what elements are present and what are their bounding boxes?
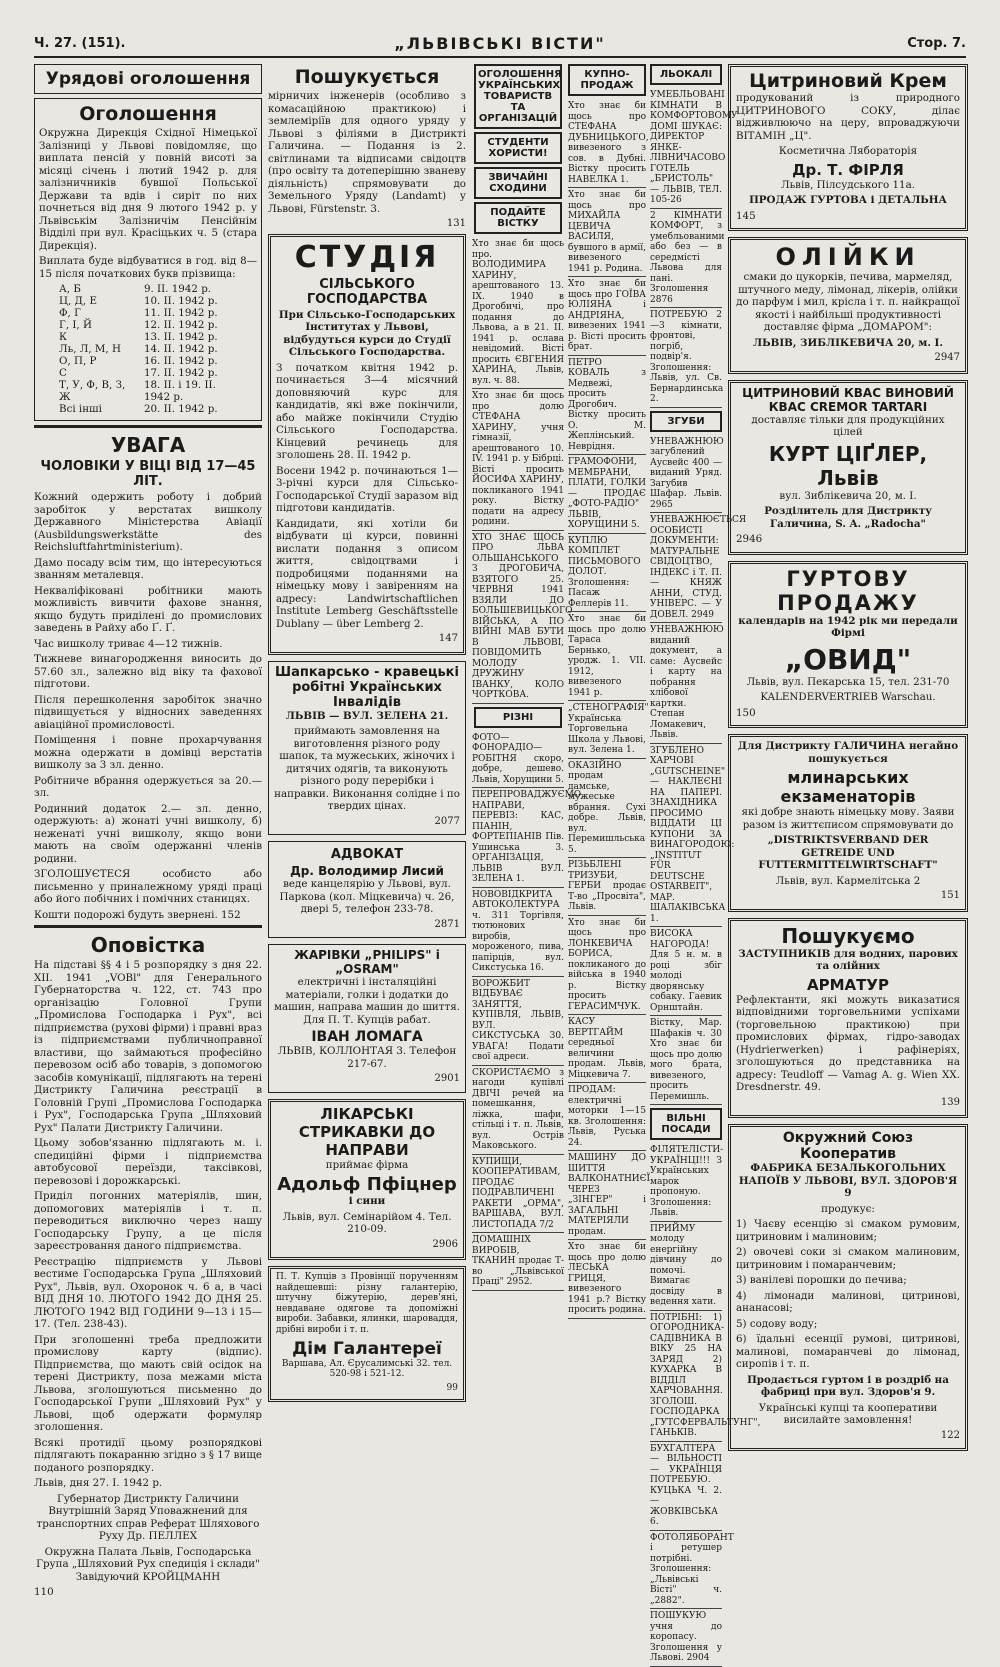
schedule-letters: С [59,367,67,379]
classified-item: УНЕВАЖНЮЄТЬСЯ ОСОБИСТІ ДОКУМЕНТИ: МАТУРАЛЬНЕ СВІДОЦТВО, ІНДЕКС і Т. П. — КНЯЖ АННИ, СТУД. УНІВЕРС. — У ДОВЕЛ. 2949 [650,513,722,623]
classified-item: ПОТРІБНІ: 1) ОГОРОДНИКА-САДІВНИКА В ВІКУ 25 НА ЗАРЯД 2) КУХАРКА В ВІДДІЛ ХАРЧОВАННЯ. ЗГОЛОШ. ГОСПОДАРКА „ГУТСФЕРВАЛЬТУНГ", ГАНЬКІВ. [650,1311,722,1442]
agents-title: Пошукуємо [781,923,915,948]
section-title: Урядові оголошення [45,69,251,89]
coop-factory: ФАБРИКА БЕЗАЛЬКОГОЛЬНИХ НАПОЇВ У ЛЬВОВІ, ВУЛ. ЗДОРОВ'Я 9 [738,1162,958,1199]
lawyer-title: АДВОКАТ [330,847,404,862]
classified-item: УМЕБЛЬОВАНІ КІМНАТИ В КОМФОРТОВОМУ ДОМІ ШУКАЄ: ДИРЕКТОР ЯНКЕ-ЛІВНИЧАСОВО ГОТЕЛЬ „БРИСТОЛЬ" — ЛЬВІВ, ТЕЛ. 105-26 [650,88,722,209]
schedule-row [59,403,257,415]
schedule-letters: Всі інші [59,403,102,415]
kvas-number: 2946 [736,533,763,545]
classified-list [650,88,738,408]
wanted-text: мірничих інженерів (особливо з комасаційною практикою) і землеміріїв для одного уряду у Львові з філіями в Дистрикті Галичина. — Подання із 2. світлинами та відписами свідоцтв (про освіту та дотеперішню званеву діяльність) спрямовувати до Земельного Уряду (Landamt) у Львові, Fürstenstr. 3. [268,90,466,215]
schedule-letters: Ль, Л, М, Н [59,343,121,355]
lawyer-number: 2871 [434,918,460,930]
bulbs-text: електричні і інсталяційні матеріали, голки і додатки до машин, направа машин до шиття. Для П. Т. Купців рабат. [274,976,460,1026]
schedule-date: 13. II. 1942 р. [143,331,218,343]
schedule-date: 10. II. 1942 р. [143,295,218,307]
agents-ad [728,918,968,1119]
uvaga-paragraph: Поміщення і повне прохарчування можна одержати в домівці верстатів вишколу за 3 зл. денно. [34,734,262,771]
oils-text: смаки до цукорків, печива, мармеляд, штучного меду, лімонад, лікерів, олійки до парфум і мил, крісла і т. п. найкращої якості і найбільші продуктивності доставляє фірма „ДОМАРОМ": [736,271,960,333]
classified-list [568,99,651,1319]
schedule-row [59,331,257,343]
bulbs-owner: ІВАН ЛОМАГА [311,1029,423,1045]
millers-head: Для Дистрикту ГАЛИЧИНА негайно пошукується [737,740,959,765]
classified-item: Хто знає би щось про долю СТЕФАНА ХАРИНУ, учня гімназії, арештованого 10. IV. 1941 р. у Бібрці. Вісті просить ЙОСИФА ХАРИНУ, покликаного 1941 року. Вістку подати на адресу родини. [472,389,564,531]
coop-title: Окружний Союз Кооператив [782,1130,914,1162]
wanted-title: Пошукується [294,66,440,88]
studio-ad [268,234,466,655]
bulbs-title: ЖАРІВКИ „PHILIPS" і „OSRAM" [294,948,440,976]
notice-title: Оголошення [79,103,217,125]
schedule-letters: А, Б [59,283,81,295]
millers-ad [728,734,968,912]
opovistka-date: Львів, дня 27. I. 1942 р. [34,1477,163,1489]
divider [34,425,262,428]
classified-item: ПРИЙМУ молоду енергійну дівчину до помочі. Вимагає досвіду в ведення хати. [650,1222,722,1311]
coop-produces: продукує: [821,1202,875,1215]
classified-item: 2 КІМНАТИ КОМФОРТ, з умебльованими або без — в середмісті Львова для пані. Зголошення 2876 [650,209,722,309]
uvaga-paragraph: Робітниче вбрання одержується за 20.— зл. [34,774,262,799]
millers-text: які добре знають німецьку мову. Заяви разом із життєписом спрямовувати до [741,806,955,831]
coop-sale: Продається гуртом і в роздріб на фабриці при вул. Здоров'я 9. [747,1373,949,1398]
millers-title: млинарських екзаменаторів [780,768,916,806]
opovistka-body [34,959,262,1474]
coop-bottom: Українські купці та кооперативи висилайте замовлення! [758,1401,938,1426]
galantery-number: 99 [446,1382,458,1393]
wanted-number: 131 [446,218,466,229]
bulbs-ad [268,944,466,1093]
column-5 [728,64,968,1441]
coop-product: 5) содову воду; [736,1317,818,1330]
tailor-address: ЛЬВІВ — ВУЛ. ЗЕЛЕНА 21. [285,709,449,722]
coop-ad [728,1124,968,1451]
classified-item: ПОТРЕБУЮ 2—3 кімнати, фронтові, погріб, подвір'я. Зголошення: Львів, ул. Св. Бернардинська 2. [650,308,722,408]
category-meetings: ЗВИЧАЙНІ СХОДИНИ [474,167,562,199]
schedule-date: 9. II. 1942 р. [143,283,212,295]
opovistka-notice [34,933,262,1599]
classified-list [472,237,573,704]
classified-item: РІЗЬБЛЕНІ ТРИЗУБИ, ГЕРБИ продає Т-во „Просвіта", Львів. [568,858,646,916]
agents-sub2: АРМАТУР [807,975,889,994]
schedule-date: 16. II. 1942 р. [143,355,218,367]
column-3 [472,64,585,1338]
coop-product: 2) овочеві соки зі смаком малиновим, цитриновим і помаранчевим; [736,1246,960,1271]
studio-lead: При Сільсько-Господарських Інститутах у Львові, відбудуться курси до Студії Сільського Господарства. [278,308,456,358]
agents-sub: ЗАСТУПНИКІВ для водних, парових та олійних [738,947,958,972]
opovistka-paragraph: Реєстрацію підприємств у Львові вестиме Господарська Група „Шляховий Рух", Львів, вул. Охоронок ч. 6 а, в часі ВІД ДНЯ 10. ЛЮТОГО 1942 ДО ДНЯ 25. ЛЮТОГО 1942 ВІД ГОДИНИ 9—13 і 15—17. (Тел. 238-43). [34,1255,262,1330]
cream-name: Др. Т. ФІРЛЯ [792,160,904,179]
calendar-firm: „ОВИД" [784,642,912,676]
category-jobs: ВІЛЬНІ ПОСАДИ [650,1108,722,1140]
category-students: СТУДЕНТИ ХОРИСТИ! [474,132,562,164]
uvaga-paragraph: Некваліфіковані робітники мають можливість вивчити фахове знання, якщо будуть приділені до промислових заведень в Райху або Ґ. Ґ. [34,584,262,634]
schedule-row [59,367,257,379]
millers-address: Львів, вул. Кармелітська 2 [775,874,921,887]
syringe-address: Львів, вул. Семінарійом 4. Тел. 210-09. [282,1210,452,1235]
syringe-number: 2906 [432,1238,458,1250]
galantery-title: Дім Галантереї [292,1338,442,1359]
classified-item: ПРОДАМ: електричні моторки 1—15 кв. Зголошення: Львів, Руська 24. [568,1083,646,1151]
schedule-date: 12. II. 1942 р. [143,319,218,331]
calendar-number: 150 [736,706,756,719]
schedule-date: 18. II. і 19. II. 1942 р. [143,379,216,403]
schedule-row [59,295,257,307]
schedule-letters: Г, І, Й [59,319,92,331]
uvaga-paragraph: Кожний одержить роботу і добрий заробіток у верстатах вишколу Державного Міністерства Авіації (Ausbildungswerkstätte des Reichsluftfahrtministerium). [34,491,262,553]
cream-lab: Косметична Лябораторія [778,145,918,157]
uvaga-subtitle: ЧОЛОВІКИ У ВІЦІ ВІД 17—45 ЛІТ. [40,459,256,489]
classified-item: ФОТОЛЯБОРАНТ і ретушер потрібні. Зголошення: „Львівські Вісті" ч. „2882". [650,1531,722,1610]
calendar-title: ГУРТОВУ ПРОДАЖУ [777,566,919,615]
schedule-row [59,343,257,355]
classified-item: КУПИЩИ, КООПЕРАТИВАМ, ПРОДАЄ ПОДРАВЛИЧЕНІ РАКЕТИ „ОРМА", ВАРШАВА, ВУЛ. ЛИСТОПАДА 7/2 [472,1155,564,1234]
classified-item: Хто знає би щось про СТЕФАНА ДУБНИЦЬКОГО, вивезеного з сов. в Дубні. Вістку просить НАВЕЛКА 1. [568,99,646,188]
opovistka-paragraph: На підставі §§ 4 і 5 розпорядку з дня 22. XII. 1941 „VOBl" для Генерального Губернаторства ч. 122, ст. 743 про організацію Головної Групи „Промислова Господарка і Рух", всі підприємства (рухові фірми) і правні враз із підприємствами публичноправної властиви, що займаються професійно перевозом осіб або товарів, з допомогою засобів комунікації, підлягають на терені Дистрикту Галичина реєстрації в Головній Групі „Промислова Господарка і Рух", Господарська Група „Шляховий Рух" Палати Дистрикту Галичини. [34,959,262,1134]
column-3b [568,64,651,1338]
classified-item: КАСУ ВЕРТГАЙМ середньої величини продам. Львів, Міцкевича 7. [568,1015,646,1083]
classified-item: Хто знає би щось про долю Тараса Бернько, уродж. 1. VII. 1912, вивезеного 1941 р. [568,612,646,701]
uvaga-title: УВАГА [110,433,186,457]
syringe-ad [268,1099,466,1261]
kvas-address: вул. Зиблікевича 20, м. І. [779,489,917,502]
oils-ad [728,237,968,374]
uvaga-body [34,491,262,921]
coop-number: 122 [940,1429,960,1441]
schedule-date: 11. II. 1942 р. [143,307,218,319]
galantery-address: Варшава, Ал. Єрусалимські 32. тел. 520-98 і 521-12. [281,1358,453,1380]
oils-title: ОЛІЙКИ [775,243,921,271]
classified-item: ПЕРЕПРОВАДЖУЄМО, НАПРАВИ, ПЕРЕВІЗ: КАС, ПІАНІН, ФОРТЕПІАНІВ Пів. Ушинська 3. ОРГАНІЗАЦІЯ, ЛЬВІВ ВУЛ. ЗЕЛЕНА 1. [472,788,564,888]
kvas-firm: КУРТ ЦІҐЛЕР, Львів [768,441,928,490]
issue-number: Ч. 27. (151). [34,36,126,51]
cream-sale: ПРОДАЖ ГУРТОВА і ДЕТАЛЬНА [749,194,947,206]
classified-item: ПОШУКУЮ учня до коропасу. Зголошення у Львові. 2904 [650,1609,722,1667]
studio-paragraph: Кандидати, які хотіли би відбувати ці курси, повинні вислати подання з описом життя, свідоцтвами і подробицями поданнями на німецьку мову і завіренням на адресу: Landwirtschaftlichen Institute Lemberg Geschäftsstelle Dublany — über Lemberg 2. [276,517,458,630]
classified-item: НОВОВІДКРИТА АВТОКОЛЕКТУРА ч. 311 Торгівля, тютюнових виробів, мороженого, пива, папірців, вул. Сикстуська 16. [472,888,564,977]
lawyer-text: веде канцелярію у Львові, вул. Паркова (кол. Міцкевича) ч. 26, двері 5, телефон 233-78. [279,878,455,915]
opovistka-paragraph: Всякі протидії цьому розпорядкові підлягають покаранню згідно з § 17 вище поданого розпорядку. [34,1436,262,1474]
studio-paragraph: З початком квітня 1942 р. починається 3—4 місячний доповняючий курс для кандидатів, які вже покінчили, або майже покінчили Студію Сільського Господарства. Кінцевий речинець для зголошень 28. II. 1942 р. [276,361,458,461]
kvas-text: доставляє тільки для продукційних цілей [751,413,945,438]
schedule-row [59,319,257,331]
classified-item: ВОРОЖБИТ ВІДБУВАЄ ЗАНЯТТЯ, КУПІВЛЯ, ЛЬВІВ, ВУЛ. СИКСТУСЬКА 30. УВАГА! Подати свої адреси. [472,977,564,1066]
oils-number: 2947 [934,352,960,363]
opovistka-paragraph: Цьому зобов'язанню підлягають м. і. спедиційні фірми і підприємства автобусової переїзди, таксівкові, перевозові і дорожкарські. [34,1137,262,1187]
classified-item: ФОТО—ФОНОРАДІО—РОБІТНЯ скоро, добре, дешево. Львів, Хорущини 5. [472,731,564,789]
studio-title: СТУДІЯ [294,239,440,275]
category-buy-sell: КУПНО-ПРОДАЖ [568,64,646,96]
schedule-letters: Т, У, Ф, В, З, Ж [59,379,126,403]
calendar-ad [728,561,968,729]
schedule-table [59,283,257,415]
column-1 [34,64,262,1598]
classified-item: ДОМАШНІХ ВИРОБІВ, ТКАНИН продає Т-во „Львівської Праці" 2952. [472,1233,564,1291]
page-number: Стор. 7. [907,36,966,51]
uvaga-paragraph: Родинний додаток 2.— зл. денно, одержують: а) жонаті учні вишколу, б) неженаті учні вишколу, якщо вони мають на своїм одержанні членів родини. [34,802,262,865]
galantery-ad [268,1266,466,1402]
opovistka-title: Оповістка [90,933,206,957]
coop-product-list [736,1218,960,1371]
syringe-firm: Адольф Пфіцнер [277,1174,457,1195]
schedule-date: 14. II. 1942 р. [143,343,218,355]
schedule-row [59,283,257,295]
schedule-row [59,307,257,319]
classified-item: Хто знає би щось про. ВОЛОДИМИРА ХАРИНУ, арештованого 13. IX. 1940 в Дрогобичі, про подання до Львова, а в 21. II. 1941 р. ослава невідомий. Вісті просить ЄВГЕНИЯ ХАРИНА, Львів, вул. ч. 88. [472,237,564,389]
schedule-date: 20. II. 1942 р. [143,403,218,415]
cream-number: 145 [736,209,756,222]
studio-subtitle: СІЛЬСЬКОГО ГОСПОДАРСТВА [306,276,428,307]
category-societies: ОГОЛОШЕННЯ УКРАЇНСЬКИХ ТОВАРИСТВ ТА ОРГАНІЗАЦІЙ [474,64,562,129]
classified-item: УНЕВАЖНЮЮ виданий документ, а саме: Аусвейс і карту на побрання хлібової картки. Степан Ломакевич, Львів. [650,623,722,744]
classified-item: Хто знає би щось про МИХАЙЛА ЦЕВИЧА ВАСИЛЯ, бувшого в армії, вивезеного 1941 р. Родина. [568,188,646,277]
coop-product: 4) лімонади малинові, цитринові, ананасові; [736,1289,960,1314]
opovistka-signature-1: Губернатор Дистрикту Галичини Внутрішній Заряд Уповажнений для транспортних справ Реферат Шляхового Руху Др. ПЕЛЛЕХ [36,1492,260,1542]
schedule-letters: К [59,331,67,343]
cream-text: продукований із природного ЦИТРИНОВОГО СОКУ, ділає відживлюючо на церу, впроваджуючи ВІТАМІН „Ц". [736,92,960,142]
category-news: ПОДАЙТЕ ВІСТКУ [474,202,562,234]
classified-item: Вістку, Мар. Шафаків ч. 30 Хто знає би щось про долю мого брата, вивезеного, просить Перемишль. [650,1016,722,1105]
pension-notice [34,98,262,421]
syringe-text: приймає фірма [325,1158,409,1171]
cream-title: Цитриновий Крем [749,70,947,92]
classified-item: Хто знає би щось про ЛОНКЕВИЧА БОРИСА, покликаного до війська в 1940 р. Вістку просить ГЕРАСИМЧУК. [568,916,646,1016]
uvaga-paragraph: ЗГОЛОШУЄТЕСЯ особисто або письменно у приналежному уряді праці або його побічних і помічних станицях. [34,868,262,905]
wanted-ad [268,66,466,231]
oils-address: ЛЬВІВ, ЗИБЛІКЕВИЧА 20, м. І. [753,336,943,349]
classified-item: ХТО ЗНАЄ ЩОСЬ ПРО ЛЬВА ОЛЬШАНСЬКОГО З ДРОГОБИЧА, ВЗЯТОГО 25. ЧЕРВНЯ 1941 ВЗЯЛИ ДО БОЛЬШЕВИЦЬКОГО ВІЙСЬКА, А ПО ВІЙНІ МАВ БУТИ В ЛЬВОВІ, ПОВІДОМИТЬ МОЛОДУ ДРУЖИНУ ІВАНКУ, КОЛО ЧОРТКОВА. [472,531,564,704]
coop-product: 1) Чаєву есенцію зі смаком румовим, цитриновим і малиновим; [736,1218,960,1243]
schedule-letters: О, П, Р [59,355,97,367]
classified-item: „СТЕНОГРАФІЯ" Українська Торговельна Школа у Львові, вул. Зелена 1. [568,701,646,759]
schedule-row [59,379,257,403]
lawyer-name: Др. Володимир Лисий [290,864,444,878]
classified-list [472,731,585,1291]
schedule-row [59,355,257,367]
classified-item: ЗГУБЛЕНО ХАРЧОВІ „GUTSCHEINE" — НАКЛЕЄНІ НА ПАПЕРІ. ЗНАХІДНИКА ПРОСИМО ВІДДАТИ ЦІ КУПОНИ ЗА ВИНАГОРОДОЮ: „INSTITUT FÜR DEUTSCHE OSTARBEIT", МАР. ШАЛАКІВСЬКА 1. [650,744,722,928]
uvaga-paragraph: Після перешколення заробіток значно підвищується у відносних заведеннях авіаційної промисловості. [34,693,262,731]
lawyer-ad [268,841,466,938]
notice-intro: Окружна Дирекція Східної Німецької Залізниці у Львові повідомляє, що виплата пенсій у повній висоті за місяці січень і лютий 1942 р. для залізничників бувшої Польської Держави та вдів і сиріт по них почнеться від дня 9 лютого 1942 р. у Львівськім Залізничім Пенсійнім Відділі при вул. Красіцьких ч. 5 (стара Дирекція). [39,127,257,252]
divider [34,925,262,928]
classified-item: УНЕВАЖНЮЮ загублений Аусвейс 400 — виданий Уряд. Загубив Шафар. Львів. 2965 [650,435,722,514]
studio-paragraph: Восени 1942 р. починаються 1—3-річні курси для Сільсько-Господарської Студії заразом від підготови кандидатів. [276,464,458,514]
classified-item: КУПЛЮ КОМПЛЕТ ПИСЬМОВОГО ДОЛОТ. Зголошення: Пасаж Феллерів 11. [568,534,646,613]
agents-text: Рефлектанти, які можуть виказатися відповідними торговельними успіхами (торговельною практикою) при промислових фірмах, гідро-заводах (Hydrierwerken) і рафінеріях, зголошуються до представника на адресу: Teudloff — Vamag A. g. Wien XX. Dresdnerstr. 49. [736,993,960,1093]
classified-list [650,1143,761,1667]
classified-item: Хто знає би щось про долю ЛЕСЬКА ГРИЦЯ, вивезеного 1941 р.? Вістку просить родина. [568,1240,646,1319]
galantery-text: П. Т. Купців з Провінції порученням найдешевші: різну галантерію, штучну біжутерію, дерев'яні, невдаване одягове та допоміжні вироби. Забавки, ялинки, шароваддя, дрібні вироби і т. п. [276,1272,458,1335]
tailor-title: Шапкарсько - кравецькі робітні Українських Інвалідів [275,664,459,710]
bulbs-address: ЛЬВІВ, КОЛЛОНТАЯ 3. Телефон 217-67. [277,1045,457,1070]
millers-firm: „DISTRIKTSVERBAND DER GETREIDE UND FUTTERMITTELWIRTSCHAFT" [758,834,938,871]
schedule-letters: Ц, Д, Е [59,295,97,307]
classified-item: БУХГАЛТЕРА — ВІЛЬНОСТІ — УКРАЇНЦЯ ПОТРЕБУЮ. КУЦЬКА Ч. 2. — ЖОВКІВСЬКА 6. [650,1442,722,1531]
classified-item: СКОРИСТАЄМО з нагоди купівлі ДВІЧІ речей на помешкання, ліжка, шафи, стільці і т. п. Львів, вул. Острів Маковського. [472,1066,564,1155]
schedule-date: 17. II. 1942 р. [143,367,218,379]
category-misc: РІЗНІ [474,707,562,728]
opovistka-signature-2: Окружна Палата Львів, Господарська Група „Шляховий Рух спедиція і склади" Завідуючий КРОЙЦМАНН [36,1545,260,1583]
cream-ad [728,64,968,231]
cream-address: Львів, Пілсудського 11а. [780,178,915,191]
kvas-title: ЦИТРИНОВИЙ КВАС ВИНОВИЙ КВАС CREMOR TARTARI [742,385,954,414]
header-rule [34,56,966,58]
section-header-box [34,64,262,94]
uvaga-paragraph: Час вишколу триває 4—12 тижнів. [34,637,223,650]
classified-item: ФІЛЯТЕЛІСТИ-УКРАЇНЦІ!!! З Українських марок пропоную. Зголошення: Львів. [650,1143,722,1222]
bulbs-number: 2901 [434,1073,460,1084]
calendar-text: календарів на 1942 рік ми передали Фірмі [738,614,958,639]
calendar-address: Львів, вул. Пекарська 15, тел. 231-70 [746,675,950,688]
tailor-text: приймають замовлення на виготовлення різного роду шапок, та мужеських, жіночих і дитячих одягів, та виконують різного роду перерібки і направки. Виконання солідне і по твердих цінах. [274,725,460,812]
kvas-ad [728,380,968,555]
category-premises: ЛЬОКАЛІ [650,64,722,85]
classified-item: ПЕТРО КОВАЛЬ з Медвежі, просить Дрогобич. Вістку просить О. М. Жеплінський. Неврідня. [568,356,646,456]
classified-item: МАШИНУ ДО ШИТТЯ ВАЛКОНАТНИЄЇ ЧЕРЕЗ „ЗІНГЕР" і ЗАГАЛЬНІ МАТЕРІЯЛИ продам. [568,1151,646,1240]
schedule-letters: Ф, Г [59,307,81,319]
classified-item: ГРАМОФОНИ, МЕМБРАНИ, ПЛАТИ, ГОЛКИ — ПРОДАЄ „ФОТО-РАДІО" ЛЬВІВ, ХОРУЩИНИ 5. [568,455,646,534]
studio-number: 147 [438,633,458,644]
tailor-number: 2077 [434,815,460,827]
syringe-title: ЛІКАРСЬКІ СТРИКАВКИ ДО НАПРАВИ [298,1104,436,1159]
agents-number: 139 [940,1096,960,1108]
category-lost: ЗГУБИ [650,411,722,432]
calendar-vertrieb: KALENDERVERTRIEB Warschau. [760,691,936,703]
uvaga-paragraph: Кошти подорожі будуть звернені. 152 [34,908,241,921]
millers-number: 151 [940,890,960,901]
classified-item: Хто знає би щось про ГОЇВА ЮЛІЯНА і АНДРІЯНА, вивезених 1941 р. Вісті просить брат. [568,277,646,356]
coop-product: 6) їдальні есенції румові, цитринові, малинові, помаранчеві до лімонад, сиропів і т. п. [736,1333,960,1370]
tailor-ad [268,661,466,836]
classified-item: ОКАЗІЙНО продам дамське, мужеське вбрання. Сухі добре. Львів, вул. Перемишльська 5. [568,759,646,859]
uvaga-paragraph: Дамо посаду всім тим, що інтересуються званням металевця. [34,556,262,581]
column-2 [268,64,466,1393]
opovistka-number: 110 [34,1586,54,1598]
page-header [34,32,966,54]
studio-body [276,362,458,631]
syringe-sub: і сини [348,1195,386,1207]
opovistka-paragraph: При зголошенні треба предложити промислову карту (відпис). Підприємства, що мають свій осідок на терені Дистрикту, поза межами міста Львова, зголошуються письменно до Господарської Групи „Шляховий Рух" у Львові, щоб одержати формуляр зголошення. [34,1333,262,1433]
opovistka-paragraph: Приділ погонних матеріялів, шин, допомогових матеріялів і т. п. переводиться виключно через нашу Господарську Групу, а це після зареєстровання даного підприємства. [34,1190,262,1252]
uvaga-notice [34,433,262,921]
masthead: „ЛЬВІВСЬКІ ВІСТИ" [394,34,606,53]
coop-product: 3) ванілеві порошки до печива; [736,1274,907,1286]
notice-schedule-intro: Виплата буде відбуватися в год. від 8—15 після початкових букв прізвища: [39,255,257,280]
kvas-distributor: Розділитель для Дистрикту Галичина, S. A. „Radocha" [764,505,932,530]
classified-item: ВИСОКА НАГОРОДА! Для 5 н. м. в році збіг молоді дворянську собаку. Гаевик Орнштайн. [650,927,722,1016]
uvaga-paragraph: Тижневе винагородження виносить до 57.60 зл., залежно від віку та фахової підготови. [34,653,262,690]
